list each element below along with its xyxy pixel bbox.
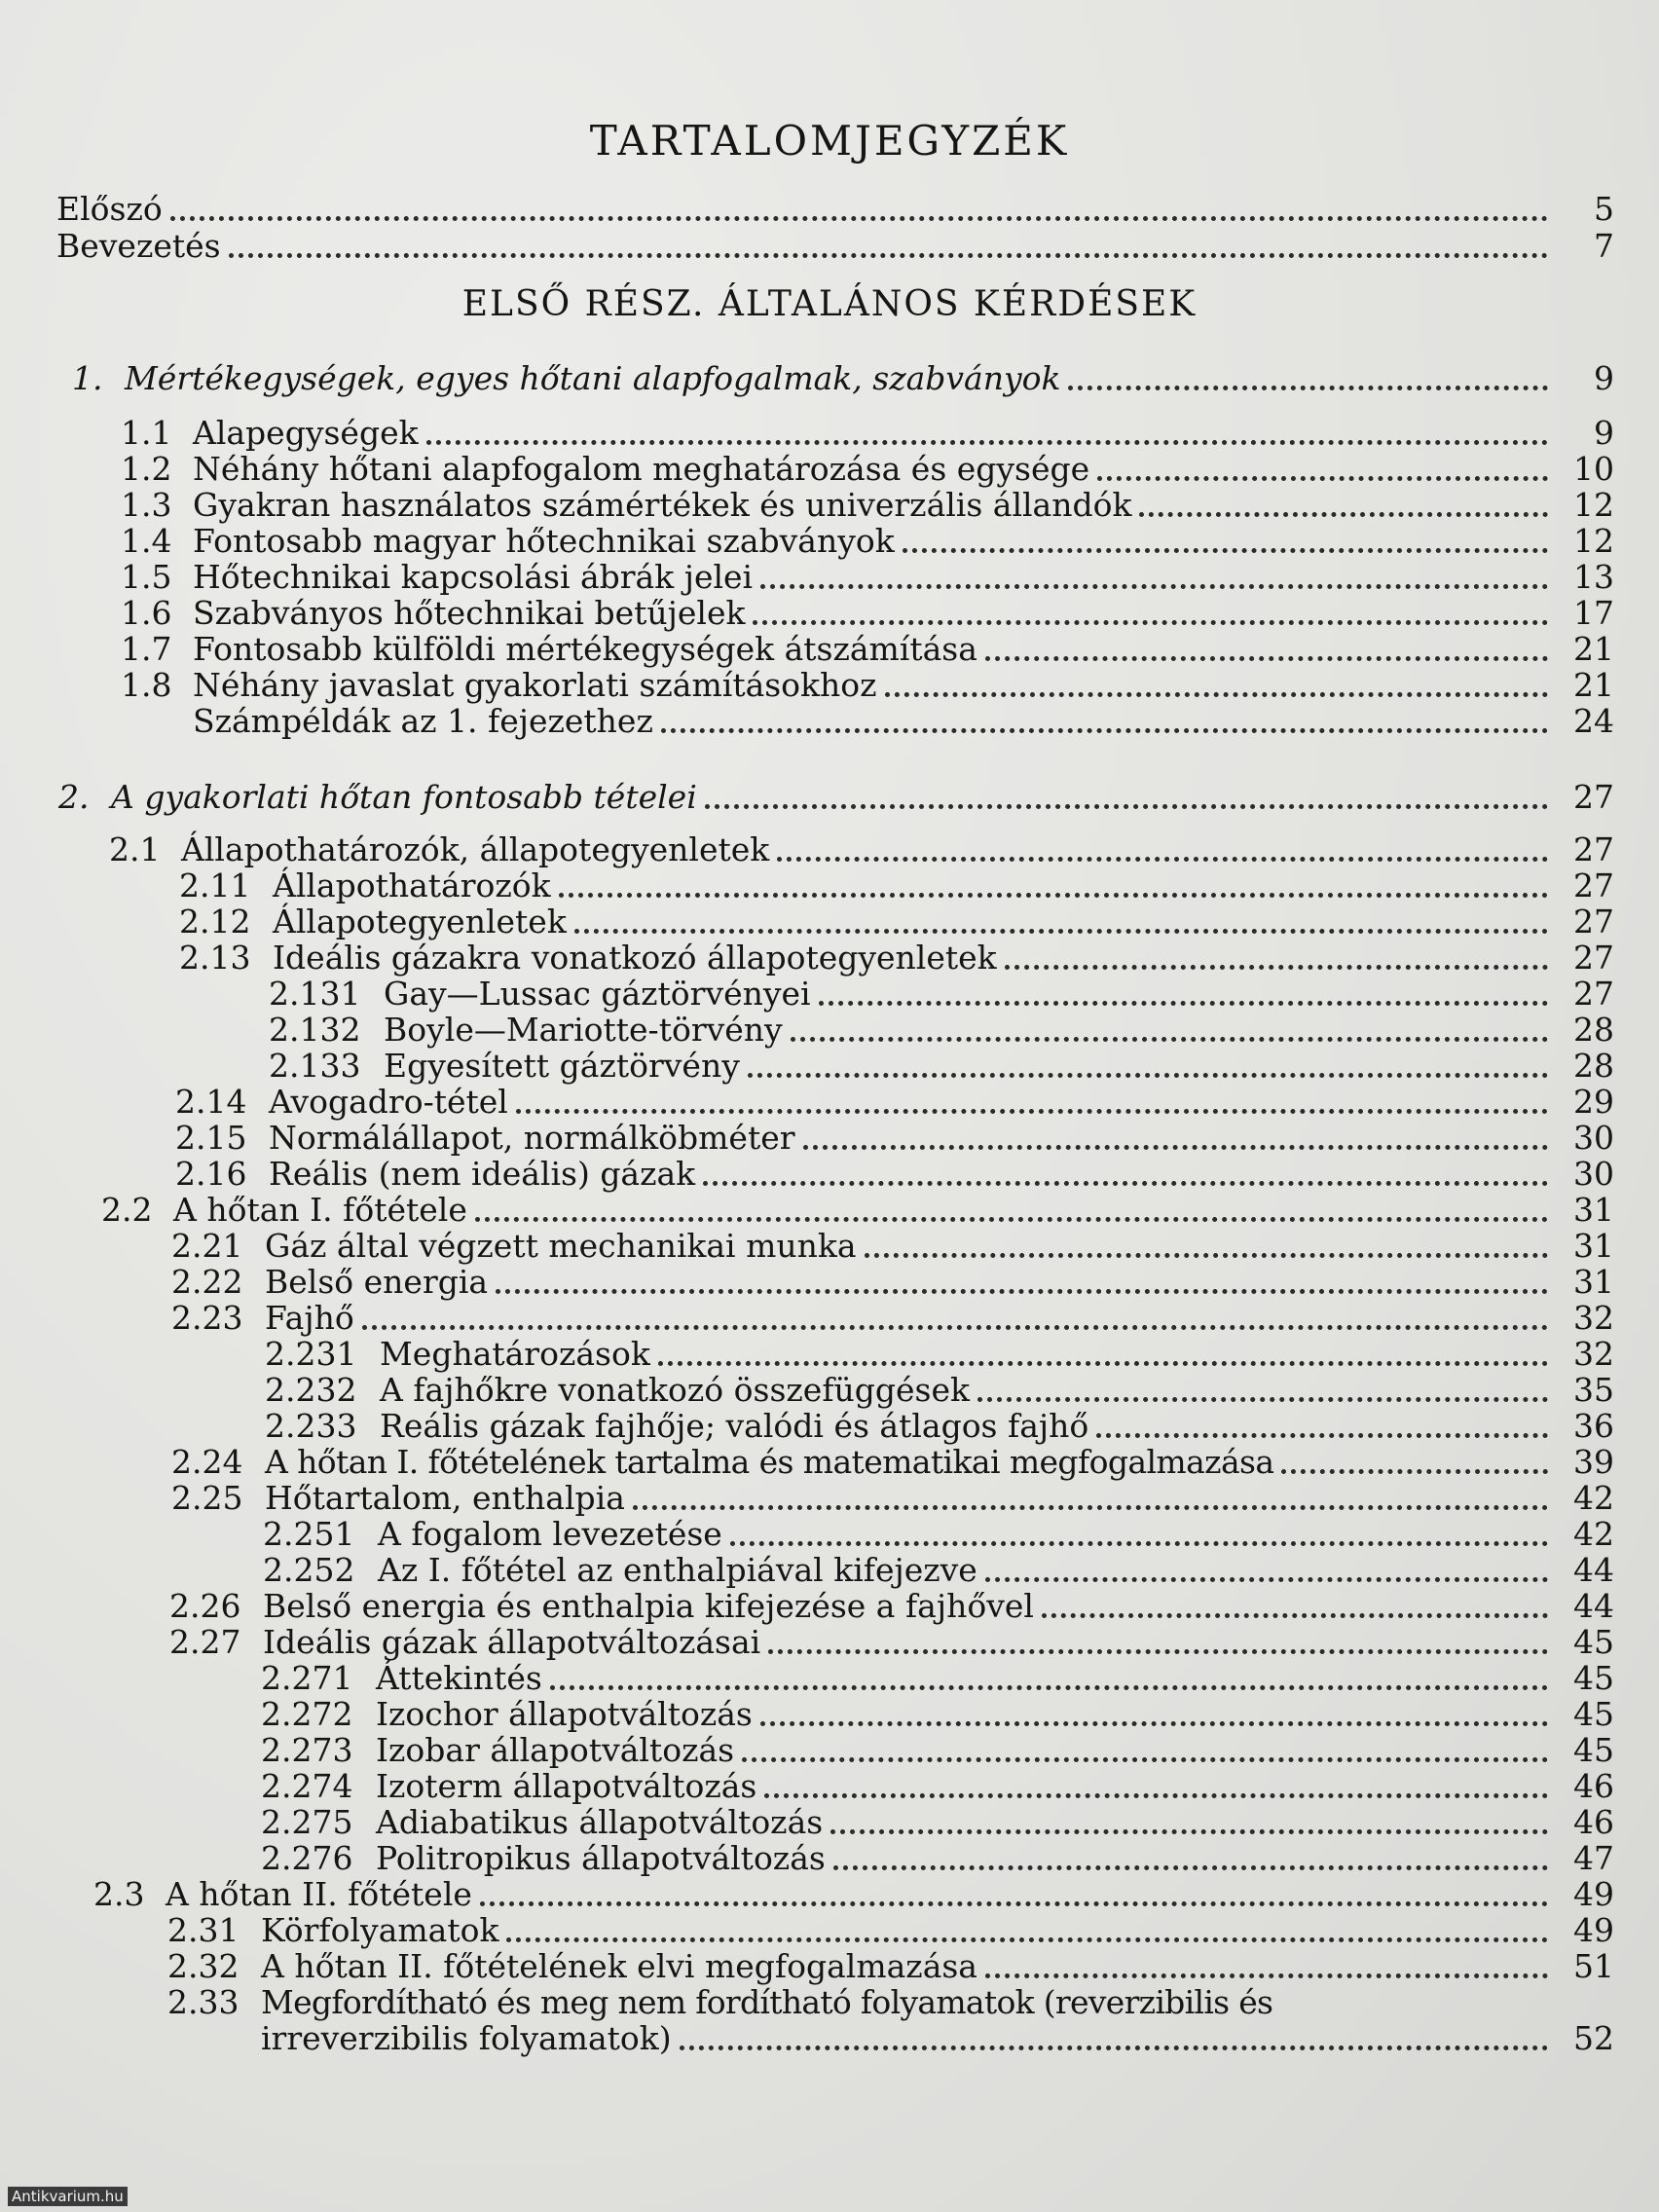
toc-row (265, 1408, 1614, 1445)
toc-page-number: 35 (1573, 1371, 1614, 1409)
toc-page-number: 27 (1573, 903, 1614, 940)
toc-number: 2.271 (261, 1659, 353, 1697)
toc-number: 2.274 (261, 1767, 353, 1805)
toc-row (121, 559, 1614, 596)
toc-number: 2.276 (261, 1839, 353, 1877)
dot-leader (1096, 1433, 1548, 1438)
toc-row (171, 1264, 1614, 1301)
dot-leader (830, 1829, 1548, 1834)
toc-row (121, 451, 1614, 488)
toc-page-number: 49 (1573, 1911, 1614, 1949)
toc-label: A hőtan I. főtételének tartalma és matematikai megfogalmazása (265, 1443, 1274, 1481)
toc-row (265, 1372, 1614, 1409)
toc-page-number: 5 (1594, 190, 1614, 228)
dot-leader (791, 1037, 1548, 1042)
toc-row (179, 867, 1614, 904)
dot-leader (753, 620, 1548, 625)
toc-row (171, 1300, 1614, 1337)
toc-number: 1.8 (121, 666, 172, 704)
toc-number: 2.232 (265, 1371, 357, 1409)
toc-label: Áttekintés (376, 1659, 542, 1697)
toc-number: 2.131 (269, 975, 361, 1013)
toc-page-number: 45 (1573, 1659, 1614, 1697)
toc-row (175, 1156, 1614, 1193)
toc-row-chapter (72, 360, 1614, 397)
dot-leader (633, 1505, 1548, 1510)
dot-leader (903, 548, 1548, 553)
toc-number: 2.33 (167, 1983, 240, 2021)
toc-number: 2. (58, 778, 90, 816)
toc-page-number: 51 (1573, 1947, 1614, 1985)
watermark: Antikvarium.hu (8, 2187, 128, 2206)
toc-row (261, 1660, 1614, 1697)
toc-label: Néhány hőtani alapfogalom meghatározása és egysége (193, 450, 1090, 488)
toc-row (261, 1732, 1614, 1769)
dot-leader (1005, 965, 1548, 970)
toc-row (261, 1768, 1614, 1805)
toc-row (263, 1552, 1614, 1589)
dot-leader (833, 1865, 1548, 1870)
toc-page-number: 10 (1573, 450, 1614, 488)
toc-row (121, 595, 1614, 632)
dot-leader (985, 656, 1548, 661)
toc-row (179, 903, 1614, 940)
toc-row (175, 1084, 1614, 1121)
toc-label: Izobar állapotváltozás (376, 1731, 735, 1769)
dot-leader (1139, 512, 1548, 517)
toc-page-number: 49 (1573, 1875, 1614, 1913)
toc-number: 2.27 (169, 1623, 241, 1661)
toc-page-number: 27 (1573, 778, 1614, 816)
toc-label: Mértékegységek, egyes hőtani alapfogalmak, szabványok (125, 359, 1061, 397)
toc-page-number: 44 (1573, 1587, 1614, 1625)
dot-leader (819, 1001, 1548, 1006)
toc-number: 1.6 (121, 594, 172, 632)
toc-number: 1.4 (121, 522, 172, 560)
toc-number: 2.251 (263, 1515, 355, 1553)
toc-label: Alapegységek (193, 414, 419, 452)
toc-row (171, 1444, 1614, 1481)
dot-leader (1281, 1469, 1548, 1474)
dot-leader (748, 1073, 1548, 1078)
toc-page-number: 7 (1594, 227, 1614, 265)
toc-row (93, 1876, 1614, 1913)
toc-page-number: 31 (1573, 1191, 1614, 1229)
toc-number: 2.273 (261, 1731, 353, 1769)
toc-page-number: 31 (1573, 1227, 1614, 1265)
toc-page-number: 12 (1573, 522, 1614, 560)
toc-label: Reális gázak fajhője; valódi és átlagos fajhő (380, 1407, 1089, 1445)
toc-number: 2.252 (263, 1551, 355, 1589)
toc-page-number: 12 (1573, 486, 1614, 524)
dot-leader (742, 1757, 1548, 1762)
dot-leader (496, 1289, 1548, 1294)
dot-leader (1097, 476, 1548, 481)
toc-label: Fontosabb külföldi mértékegységek átszámítása (193, 630, 977, 668)
toc-number: 1.3 (121, 486, 172, 524)
toc-label: Hőtechnikai kapcsolási ábrák jelei (193, 558, 754, 596)
toc-label: A hőtan I. főtétele (173, 1191, 467, 1229)
dot-leader (559, 893, 1548, 898)
dot-leader (680, 2046, 1548, 2050)
toc-number: 2.132 (269, 1011, 361, 1049)
toc-label: Izochor állapotváltozás (376, 1695, 753, 1733)
toc-number: 2.21 (171, 1227, 243, 1265)
toc-label: Előszó (56, 190, 163, 228)
toc-label: A gyakorlati hőtan fontosabb tételei (111, 778, 697, 816)
toc-number: 2.23 (171, 1299, 243, 1337)
toc-number: 2.233 (265, 1407, 357, 1445)
dot-leader (475, 1217, 1548, 1222)
toc-label: Gyakran használatos számértékek és univerzális állandók (193, 486, 1132, 524)
toc-page-number: 32 (1573, 1299, 1614, 1337)
toc-page-number: 45 (1573, 1731, 1614, 1769)
dot-leader (985, 1577, 1548, 1582)
toc-page-number: 47 (1573, 1839, 1614, 1877)
toc-row (169, 1624, 1614, 1661)
toc-page-number: 9 (1594, 359, 1614, 397)
dot-leader (865, 1253, 1548, 1258)
toc-number: 2.133 (269, 1047, 361, 1085)
toc-page-number: 46 (1573, 1803, 1614, 1841)
toc-label: Fajhő (265, 1299, 354, 1337)
toc-page-number: 52 (1573, 2019, 1614, 2057)
toc-label: Avogadro-tétel (269, 1083, 508, 1121)
toc-page-number: 32 (1573, 1335, 1614, 1373)
toc-number: 2.25 (171, 1479, 243, 1517)
toc-number: 1.5 (121, 558, 172, 596)
toc-number: 2.272 (261, 1695, 353, 1733)
toc-page-number: 46 (1573, 1767, 1614, 1805)
toc-page-number: 9 (1594, 414, 1614, 452)
toc-row-chapter (58, 779, 1614, 816)
dot-leader (803, 1145, 1548, 1150)
toc-label: Bevezetés (56, 227, 221, 265)
toc-row (169, 1588, 1614, 1625)
dot-leader (506, 1937, 1548, 1942)
dot-leader (703, 1181, 1548, 1186)
toc-page-number: 27 (1573, 830, 1614, 868)
dot-leader (426, 440, 1548, 445)
toc-number: 2.2 (101, 1191, 153, 1229)
toc-page-number: 45 (1573, 1695, 1614, 1733)
toc-number: 2.31 (167, 1911, 240, 1949)
toc-label: Egyesített gáztörvény (384, 1047, 740, 1085)
toc-row (261, 1840, 1614, 1877)
dot-leader (977, 1397, 1548, 1402)
toc-page-number: 45 (1573, 1623, 1614, 1661)
toc-row (261, 1804, 1614, 1841)
toc-label: A fajhőkre vonatkozó összefüggések (380, 1371, 971, 1409)
toc-row (179, 940, 1614, 977)
toc-row (121, 487, 1614, 524)
toc-page-number: 21 (1573, 630, 1614, 668)
toc-number: 2.22 (171, 1263, 243, 1301)
toc-label: Szabványos hőtechnikai betűjelek (193, 594, 746, 632)
toc-number: 2.11 (179, 866, 251, 904)
toc-label: Izoterm állapotváltozás (376, 1767, 757, 1805)
toc-label: Reális (nem ideális) gázak (269, 1155, 696, 1193)
dot-leader (760, 1721, 1548, 1726)
toc-number: 2.32 (167, 1947, 240, 1985)
dot-leader (705, 804, 1548, 809)
toc-page-number: 29 (1573, 1083, 1614, 1121)
toc-label: Számpéldák az 1. fejezethez (193, 702, 653, 740)
toc-page-number: 44 (1573, 1551, 1614, 1589)
toc-number: 2.275 (261, 1803, 353, 1841)
toc-row (263, 1516, 1614, 1553)
toc-row (121, 415, 1614, 452)
toc-page-number: 28 (1573, 1047, 1614, 1085)
dot-leader (764, 1793, 1548, 1798)
toc-label: Meghatározások (380, 1335, 650, 1373)
toc-page-number: 36 (1573, 1407, 1614, 1445)
toc-row (109, 831, 1614, 868)
part-heading: ELSŐ RÉSZ. ÁLTALÁNOS KÉRDÉSEK (461, 284, 1198, 324)
dot-leader (768, 1649, 1548, 1654)
toc-row (269, 1048, 1614, 1085)
toc-row (167, 1912, 1614, 1949)
toc-row (167, 2020, 1614, 2057)
toc-row (171, 1228, 1614, 1265)
toc-row (121, 703, 1614, 740)
toc-label: Állapotegyenletek (273, 903, 567, 940)
toc-label: Állapothatározók (273, 866, 551, 904)
toc-page-number: 13 (1573, 558, 1614, 596)
toc-page-number: 30 (1573, 1155, 1614, 1193)
toc-row (121, 631, 1614, 668)
toc-number: 2.12 (179, 903, 251, 940)
toc-label: A hőtan II. főtételének elvi megfogalmazása (261, 1947, 977, 1985)
toc-label: Megfordítható és meg nem fordítható folyamatok (reverzibilis és (261, 1983, 1273, 2021)
dot-leader (574, 929, 1548, 934)
toc-page-number: 27 (1573, 866, 1614, 904)
toc-label: Ideális gázakra vonatkozó állapotegyenletek (273, 939, 997, 977)
dot-leader (362, 1325, 1548, 1330)
toc-number: 1.1 (121, 414, 172, 452)
toc-number: 2.13 (179, 939, 251, 977)
toc-page-number: 31 (1573, 1263, 1614, 1301)
toc-number: 2.1 (109, 830, 161, 868)
toc-row (121, 523, 1614, 560)
toc-label: Gáz által végzett mechanikai munka (265, 1227, 857, 1265)
toc-label: Normálállapot, normálköbméter (269, 1119, 795, 1157)
toc-page-number: 42 (1573, 1479, 1614, 1517)
toc-number: 2.3 (93, 1875, 145, 1913)
dot-leader (550, 1685, 1548, 1690)
toc-label: Állapothatározók, állapotegyenletek (181, 830, 770, 868)
toc-label: Néhány javaslat gyakorlati számításokhoz (193, 666, 877, 704)
dot-leader (1068, 386, 1548, 390)
dot-leader (1042, 1613, 1548, 1618)
toc-number: 1.2 (121, 450, 172, 488)
toc-row (265, 1336, 1614, 1373)
toc-number: 2.231 (265, 1335, 357, 1373)
toc-number: 1.7 (121, 630, 172, 668)
toc-page-number: 27 (1573, 939, 1614, 977)
toc-page-number: 27 (1573, 975, 1614, 1013)
toc-number: 2.26 (169, 1587, 241, 1625)
toc-page-number: 39 (1573, 1443, 1614, 1481)
toc-number: 2.16 (175, 1155, 247, 1193)
toc-row (101, 1192, 1614, 1229)
toc-label: A hőtan II. főtétele (166, 1875, 472, 1913)
toc-row (167, 1948, 1614, 1985)
toc-row (269, 976, 1614, 1013)
toc-page-number: 42 (1573, 1515, 1614, 1553)
dot-leader (661, 728, 1548, 733)
toc-label: Ideális gázak állapotváltozásai (263, 1623, 761, 1661)
toc-row (175, 1120, 1614, 1157)
toc-row (171, 1480, 1614, 1517)
dot-leader (885, 692, 1548, 697)
toc-number: 2.24 (171, 1443, 243, 1481)
dot-leader (730, 1541, 1548, 1546)
toc-label: Adiabatikus állapotváltozás (376, 1803, 824, 1841)
toc-label: Belső energia (265, 1263, 489, 1301)
toc-label: Gay—Lussac gáztörvényei (384, 975, 811, 1013)
toc-label: Körfolyamatok (261, 1911, 499, 1949)
toc-number: 1. (72, 359, 103, 397)
toc-row (261, 1696, 1614, 1733)
toc-row (121, 667, 1614, 704)
toc-label: Belső energia és enthalpia kifejezése a fajhővel (263, 1587, 1034, 1625)
dot-leader (985, 1973, 1548, 1978)
dot-leader (516, 1109, 1548, 1114)
toc-page-number: 30 (1573, 1119, 1614, 1157)
toc-page-number: 24 (1573, 702, 1614, 740)
toc-label: irreverzibilis folyamatok) (261, 2019, 672, 2057)
dot-leader (480, 1901, 1548, 1906)
toc-page-number: 21 (1573, 666, 1614, 704)
toc-label: Politropikus állapotváltozás (376, 1839, 826, 1877)
toc-page-number: 28 (1573, 1011, 1614, 1049)
toc-row (167, 1984, 1614, 2021)
toc-number: 2.14 (175, 1083, 247, 1121)
toc-label: Fontosabb magyar hőtechnikai szabványok (193, 522, 895, 560)
toc-number: 2.15 (175, 1119, 247, 1157)
page-title: TARTALOMJEGYZÉK (589, 117, 1070, 165)
toc-label: Boyle—Mariotte-törvény (384, 1011, 783, 1049)
toc-row (269, 1012, 1614, 1049)
dot-leader (658, 1361, 1548, 1366)
toc-label: A fogalom levezetése (378, 1515, 722, 1553)
toc-label: Hőtartalom, enthalpia (265, 1479, 625, 1517)
toc-label: Az I. főtétel az enthalpiával kifejezve (378, 1551, 977, 1589)
toc-page-number: 17 (1573, 594, 1614, 632)
dot-leader (760, 584, 1548, 589)
dot-leader (777, 857, 1548, 862)
